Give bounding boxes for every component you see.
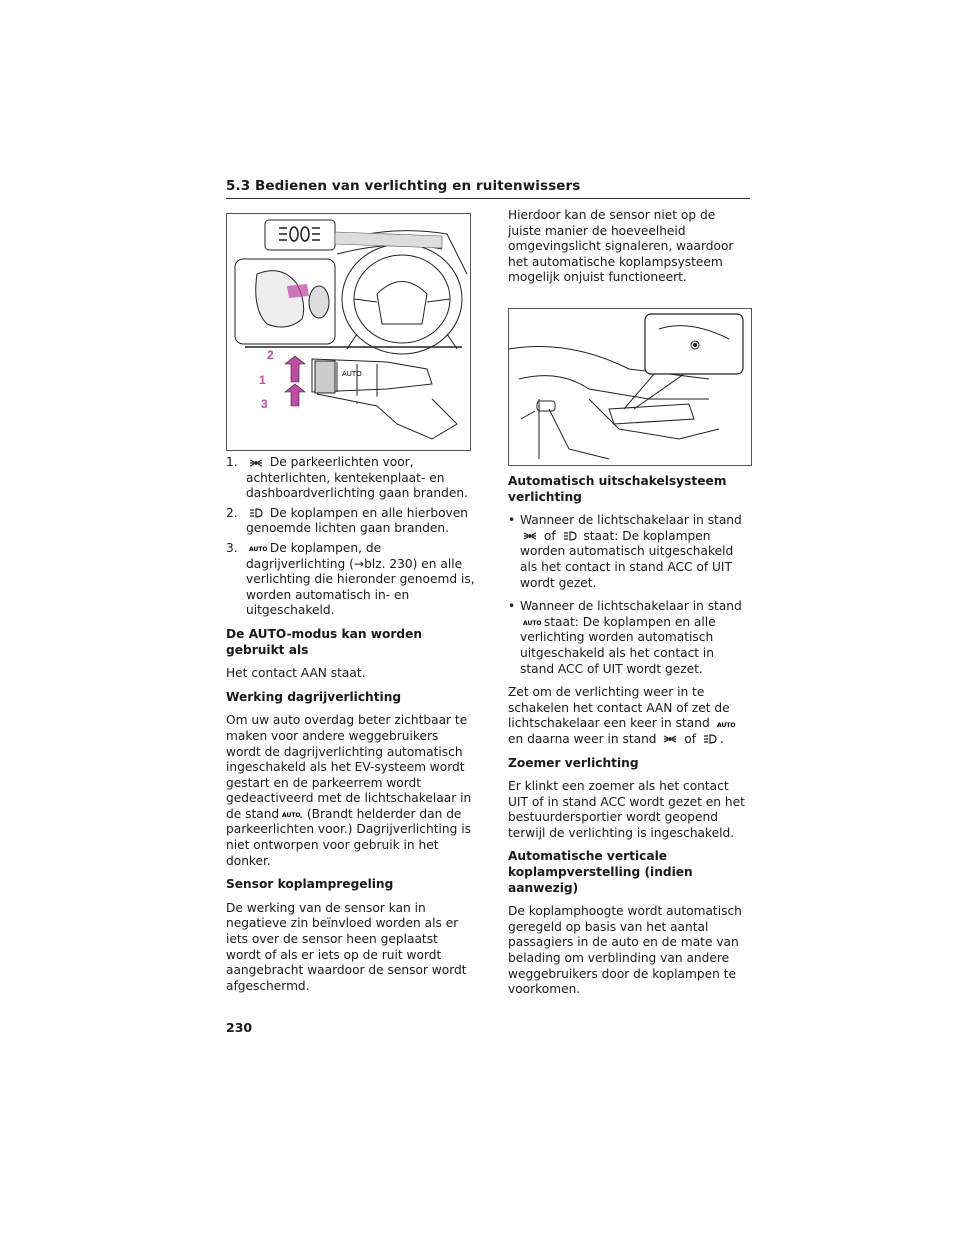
- list-item: • Wanneer de lichtschakelaar in stand of staat: De koplampen worden automatisch uitgeschakeld als het contact in stand ACC of UIT wordt gezet.: [508, 513, 742, 590]
- reset-paragraph: Zet om de verlichting weer in te schakelen het contact AAN of zet de lichtschakelaar een keer in stand AUTO en daarna weer in stand of .: [508, 685, 736, 746]
- svg-text:AUTO: AUTO: [523, 620, 542, 628]
- sensor-text: De werking van de sensor kan in negatieve zin beïnvloed worden als er iets over de sensor heen geplaatst wordt of als er iets op de ruit wordt aangebracht waardoor de sensor wordt afgeschermd.: [226, 900, 467, 993]
- list-item: 3. AUTO De koplampen, de dagrijverlichting (→blz. 230) en alle verlichting die hieronder genoemd is, worden automatisch in- en uitgeschakeld.: [226, 540, 475, 618]
- light-switch-stalk: [312, 359, 457, 439]
- callout-2: 2: [267, 348, 274, 362]
- list-item: • Wanneer de lichtschakelaar in stand AUTO staat: De koplampen en alle verlichting worden automatisch uitgeschakeld als het contact in stand ACC of UIT wordt gezet.: [508, 599, 742, 676]
- list-item: 2. De koplampen en alle hierboven genoemde lichten gaan branden.: [226, 505, 468, 536]
- drl-paragraph: Om uw auto overdag beter zichtbaar te maken voor andere weggebruikers wordt de dagrijverlichting automatisch ingeschakeld als het EV-systeem wordt gestart en de parkeerrem wordt gedeactiveerd met de lichtschakelaar in de stand AUTO . (Brandt helderder dan de parkeerlichten voor.) Dagrijverlichting is niet ontworpen voor gebruik in het donker.: [226, 713, 472, 868]
- svg-text:AUTO: AUTO: [249, 546, 268, 554]
- direction-arrows: [285, 356, 305, 406]
- sensor-callout-box: [624, 314, 743, 409]
- parking-light-icon: [663, 734, 677, 744]
- callout-3: 3: [261, 397, 268, 411]
- buzzer-text: Er klinkt een zoemer als het contact UIT of in stand ACC wordt gezet en het bestuurdersportier wordt geopend terwijl de verlichting is ingeschakeld.: [508, 779, 745, 840]
- auto-icon: [523, 617, 542, 628]
- leveling-heading: Automatische verticale koplampverstelling (indien aanwezig): [508, 849, 693, 895]
- svg-text:AUTO: AUTO: [282, 812, 301, 820]
- right-column: [508, 474, 750, 1006]
- auto-icon: [249, 543, 268, 554]
- headlight-icon: [249, 508, 263, 518]
- header-divider: [226, 198, 750, 199]
- section-header: [226, 178, 750, 199]
- left-column: [226, 455, 476, 1002]
- list-item: 1. De parkeerlichten voor, achterlichten, kentekenplaat- en dashboardverlichting gaan branden.: [226, 455, 468, 501]
- hand-inset: [235, 259, 335, 344]
- drl-heading: Werking dagrijverlichting: [226, 689, 402, 704]
- auto-heading: De AUTO-modus kan worden gebruikt als: [226, 626, 423, 657]
- sensor-location-figure: [508, 308, 752, 466]
- auto-text: Het contact AAN staat.: [226, 666, 366, 681]
- parking-light-icon: [523, 531, 537, 541]
- headlight-indicator-icon: [265, 220, 442, 250]
- auto-icon: [716, 719, 736, 729]
- buzzer-heading: Zoemer verlichting: [508, 755, 639, 770]
- headlight-icon: [563, 531, 577, 541]
- right-column-top: [508, 208, 750, 294]
- leveling-text: De koplamphoogte wordt automatisch geregeld op basis van het aantal passagiers in de auto en de mate van belading om verblinding van andere weggebruikers door de koplampen te voorkomen.: [508, 904, 742, 997]
- parking-light-icon: [249, 458, 263, 468]
- page-number: 230: [226, 1020, 253, 1035]
- sensor-heading: Sensor koplampregeling: [226, 877, 394, 892]
- section-title: 5.3 Bedienen van verlichting en ruitenwissers: [226, 178, 581, 194]
- headlight-icon: [703, 734, 717, 744]
- callout-1: 1: [259, 373, 266, 387]
- auto-off-heading: Automatisch uitschakelsysteem verlichting: [508, 474, 727, 504]
- light-switch-figure: [226, 213, 471, 451]
- auto-icon: [282, 809, 301, 820]
- svg-text:AUTO: AUTO: [342, 370, 362, 378]
- svg-text:AUTO: AUTO: [716, 721, 736, 729]
- sensor-continued-text: Hierdoor kan de sensor niet op de juiste manier de hoeveelheid omgevingslicht signaleren, waardoor het automatische koplampsysteem mogelijk onjuist functioneert.: [508, 208, 734, 285]
